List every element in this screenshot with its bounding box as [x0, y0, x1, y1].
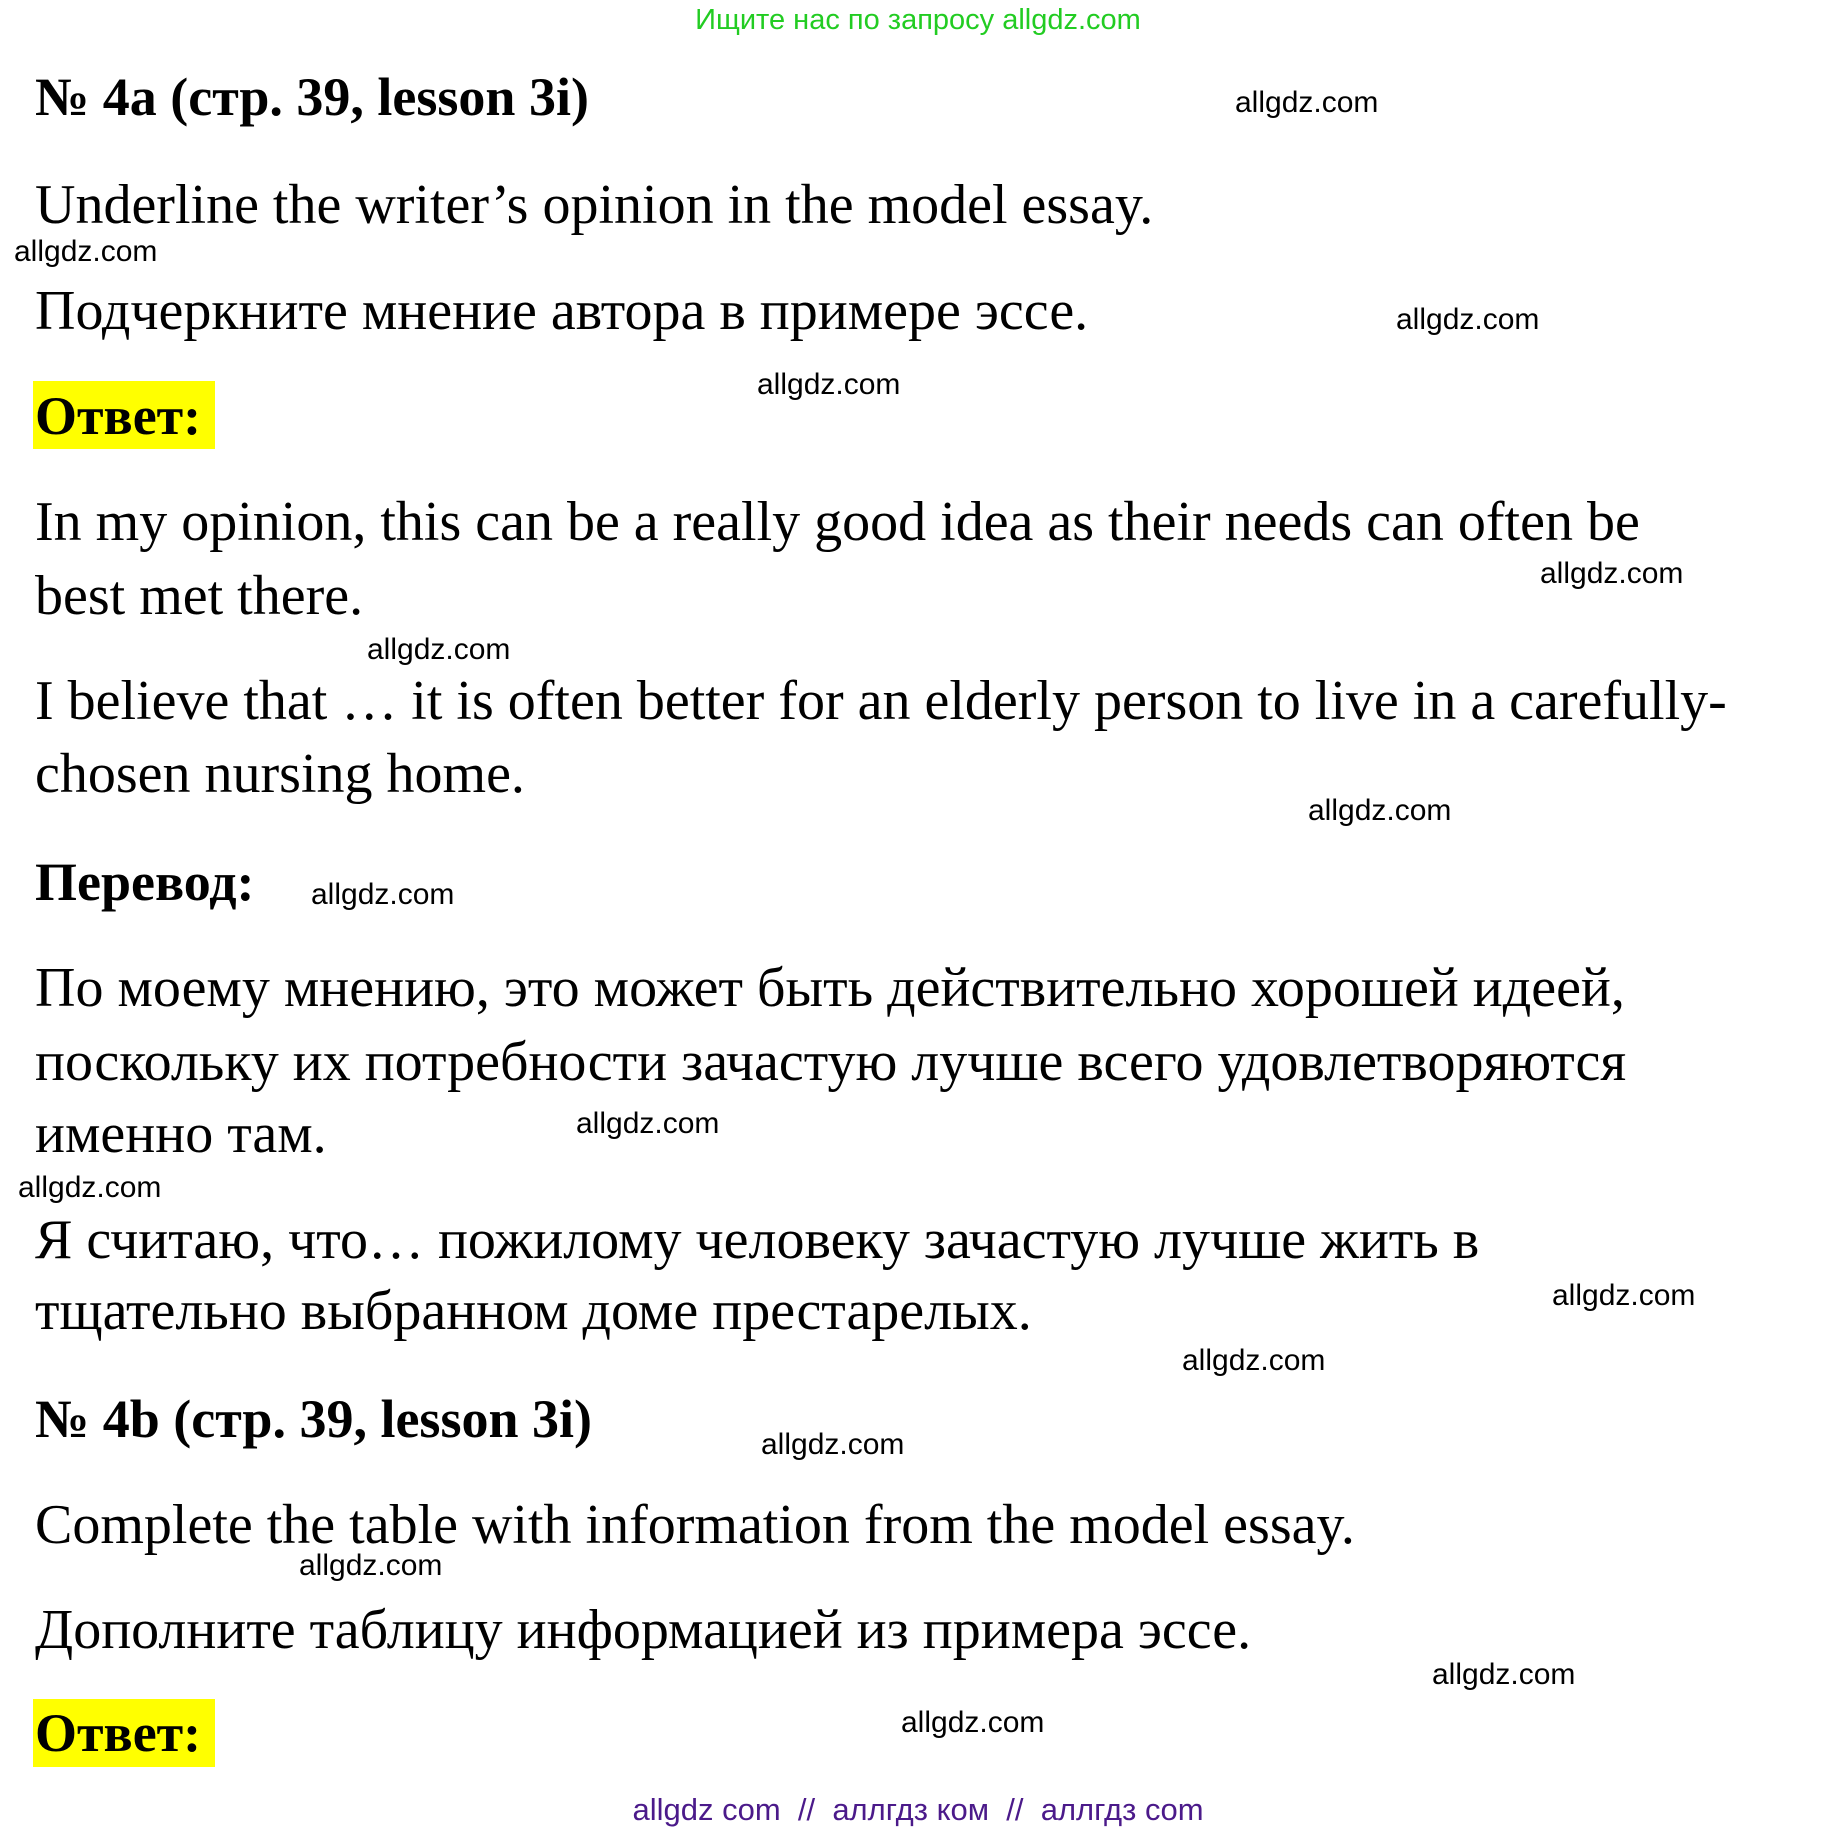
- watermark: allgdz.com: [1396, 303, 1540, 336]
- translation-line: Я считаю, что… пожилому человеку зачастую лучше жить в: [35, 1209, 1480, 1271]
- watermark: allgdz.com: [1432, 1658, 1576, 1691]
- watermark: allgdz.com: [761, 1428, 905, 1461]
- watermark: allgdz.com: [757, 368, 901, 401]
- task-4a-instruction-ru: Подчеркните мнение автора в примере эссе.: [35, 280, 1089, 342]
- watermark: allgdz.com: [18, 1171, 162, 1204]
- translation-line: именно там.: [35, 1103, 327, 1165]
- task-4a-instruction-en: Underline the writer’s opinion in the model essay.: [35, 174, 1154, 236]
- answer-line: In my opinion, this can be a really good idea as their needs can often be: [35, 491, 1640, 553]
- watermark: allgdz.com: [1235, 86, 1379, 119]
- watermark: allgdz.com: [576, 1107, 720, 1140]
- translation-label: Перевод:: [35, 852, 255, 912]
- task-4a-heading: № 4a (стр. 39, lesson 3i): [35, 67, 589, 127]
- watermark: allgdz.com: [1308, 794, 1452, 827]
- answer-label: Ответ:: [35, 386, 202, 446]
- watermark: allgdz.com: [367, 633, 511, 666]
- translation-line: поскольку их потребности зачастую лучше всего удовлетворяются: [35, 1031, 1627, 1093]
- footer-links: allgdz com // аллгдз ком // аллгдз com: [632, 1792, 1204, 1827]
- watermark: allgdz.com: [901, 1706, 1045, 1739]
- watermark: allgdz.com: [1182, 1344, 1326, 1377]
- watermark: allgdz.com: [1540, 557, 1684, 590]
- answer-line: chosen nursing home.: [35, 743, 525, 805]
- top-banner: Ищите нас по запросу allgdz.com: [695, 4, 1141, 36]
- translation-line: тщательно выбранном доме престарелых.: [35, 1280, 1032, 1342]
- watermark: allgdz.com: [299, 1549, 443, 1582]
- task-4b-instruction-en: Complete the table with information from the model essay.: [35, 1494, 1355, 1556]
- translation-line: По моему мнению, это может быть действительно хорошей идеей,: [35, 957, 1625, 1019]
- watermark: allgdz.com: [14, 235, 158, 268]
- answer-line: I believe that … it is often better for an elderly person to live in a carefully-: [35, 670, 1727, 732]
- answer-label: Ответ:: [35, 1703, 202, 1763]
- task-4b-instruction-ru: Дополните таблицу информацией из примера эссе.: [35, 1599, 1252, 1661]
- watermark: allgdz.com: [1552, 1279, 1696, 1312]
- task-4b-heading: № 4b (стр. 39, lesson 3i): [35, 1389, 592, 1449]
- answer-line: best met there.: [35, 565, 364, 627]
- watermark: allgdz.com: [311, 878, 455, 911]
